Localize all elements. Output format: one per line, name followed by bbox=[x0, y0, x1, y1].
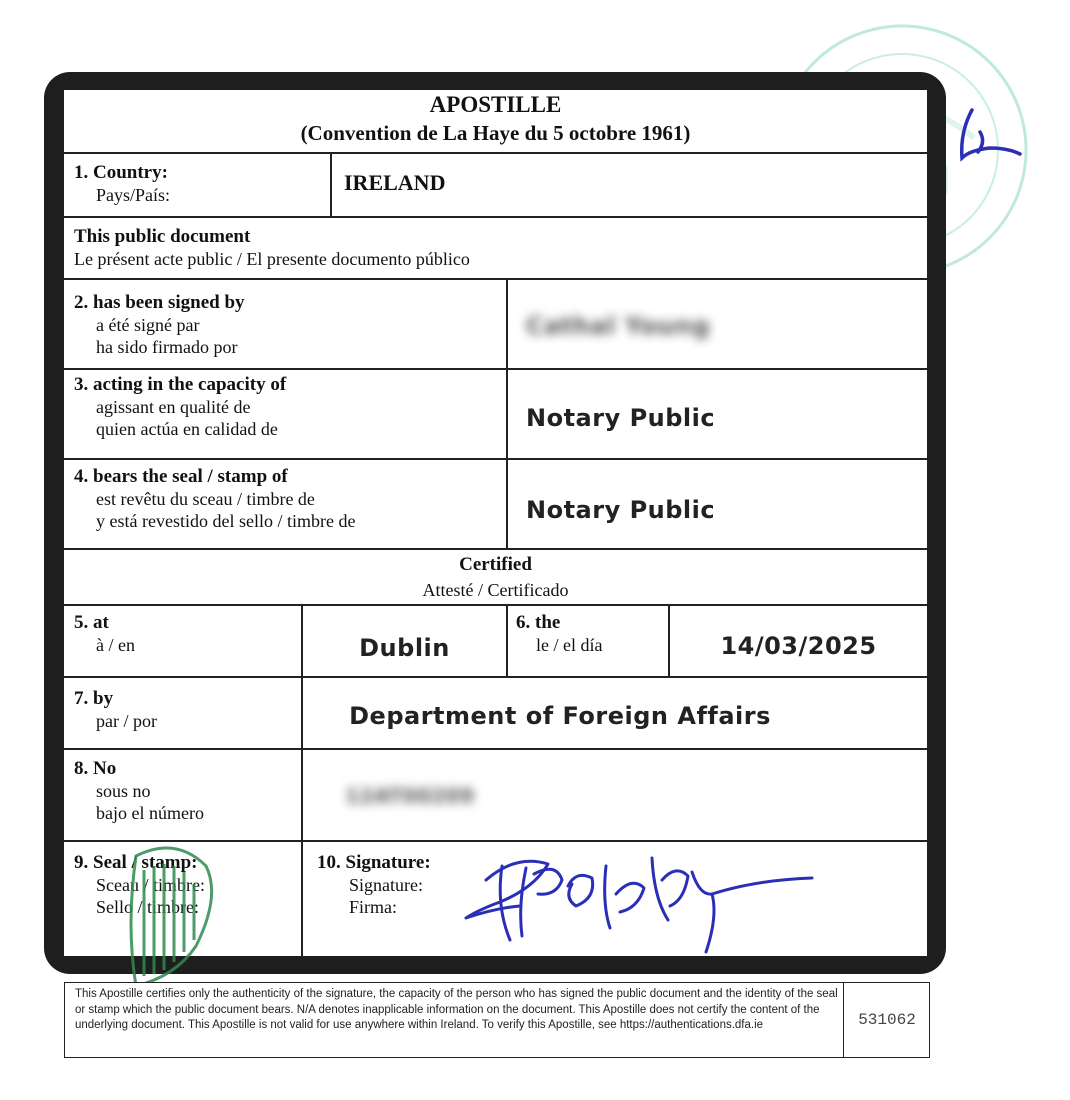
capacity-label-fr: agissant en qualité de bbox=[96, 397, 251, 417]
capacity-label: 3. acting in the capacity of bbox=[74, 374, 287, 395]
notice-number: 531062 bbox=[843, 983, 930, 1057]
capacity-label-es: quien actúa en calidad de bbox=[96, 419, 278, 439]
number-label: 8. No bbox=[74, 758, 117, 779]
place-label-sub: à / en bbox=[96, 635, 135, 655]
date-label-sub: le / el día bbox=[536, 635, 603, 655]
by-row bbox=[64, 676, 927, 748]
signature-label: 10. Signature: bbox=[317, 852, 431, 873]
handwritten-signature bbox=[456, 836, 816, 964]
signature-label-fr: Signature: bbox=[349, 875, 423, 895]
apostille-header bbox=[64, 90, 927, 152]
number-label-fr: sous no bbox=[96, 781, 151, 801]
place-date-row bbox=[64, 604, 927, 676]
seal-of-label-es: y está revestido del sello / timbre de bbox=[96, 511, 356, 531]
place-label: 5. at bbox=[74, 612, 109, 633]
harp-seal-icon bbox=[96, 836, 246, 996]
seal-of-label-fr: est revêtu du sceau / timbre de bbox=[96, 489, 315, 509]
seal-label: 9. Seal / stamp: bbox=[74, 852, 198, 873]
apostille-notice bbox=[64, 982, 930, 1058]
initials-mark bbox=[950, 102, 1030, 182]
apostille-form bbox=[64, 90, 927, 956]
seal-label-fr: Sceau / timbre: bbox=[96, 875, 205, 895]
seal-of-label: 4. bears the seal / stamp of bbox=[74, 466, 288, 487]
notice-text: This Apostille certifies only the authenticity of the signature, the capacity of the person who has signed the public document and the identity of the seal or stamp which the public document bears. N/A denotes inapplicable information on the document. This Apostille does not certify the content of the underlying document. This Apostille is not valid for use anywhere within Ireland. To verify this Apostille, see https://authentications.dfa.ie bbox=[75, 988, 838, 1031]
by-value: Department of Foreign Affairs bbox=[349, 702, 771, 730]
signed-by-label-es: ha sido firmado por bbox=[96, 337, 238, 357]
country-value: IRELAND bbox=[344, 170, 446, 195]
signature-label-es: Firma: bbox=[349, 897, 397, 917]
signed-by-label: 2. has been signed by bbox=[74, 292, 245, 313]
date-label: 6. the bbox=[516, 612, 561, 633]
seal-label-es: Sello / timbre: bbox=[96, 897, 199, 917]
public-document-label-sub: Le présent acte public / El presente documento público bbox=[74, 249, 470, 269]
by-label: 7. by bbox=[74, 688, 114, 709]
certified-label-sub: Attesté / Certificado bbox=[422, 580, 569, 600]
certified-label: Certified bbox=[459, 554, 532, 575]
capacity-value: Notary Public bbox=[526, 404, 716, 432]
signed-by-value: Cathal Young bbox=[526, 312, 711, 340]
seal-of-value: Notary Public bbox=[526, 496, 716, 524]
number-row bbox=[64, 748, 927, 840]
date-value: 14/03/2025 bbox=[720, 632, 877, 660]
apostille-title: APOSTILLE bbox=[429, 92, 562, 117]
by-label-sub: par / por bbox=[96, 711, 157, 731]
number-value: 12AT00209 bbox=[345, 784, 475, 808]
signed-by-row bbox=[64, 278, 927, 368]
number-label-es: bajo el número bbox=[96, 803, 204, 823]
public-document-row bbox=[64, 216, 927, 278]
country-label-sub: Pays/País: bbox=[96, 185, 171, 205]
seal-of-row bbox=[64, 458, 927, 548]
certified-row bbox=[64, 548, 927, 604]
signed-by-label-fr: a été signé par bbox=[96, 315, 200, 335]
apostille-subtitle: (Convention de La Haye du 5 octobre 1961) bbox=[300, 121, 691, 145]
capacity-row bbox=[64, 368, 927, 458]
public-document-label: This public document bbox=[74, 226, 251, 247]
country-row bbox=[64, 152, 927, 216]
country-label: 1. Country: bbox=[74, 162, 168, 183]
place-value: Dublin bbox=[359, 634, 450, 662]
